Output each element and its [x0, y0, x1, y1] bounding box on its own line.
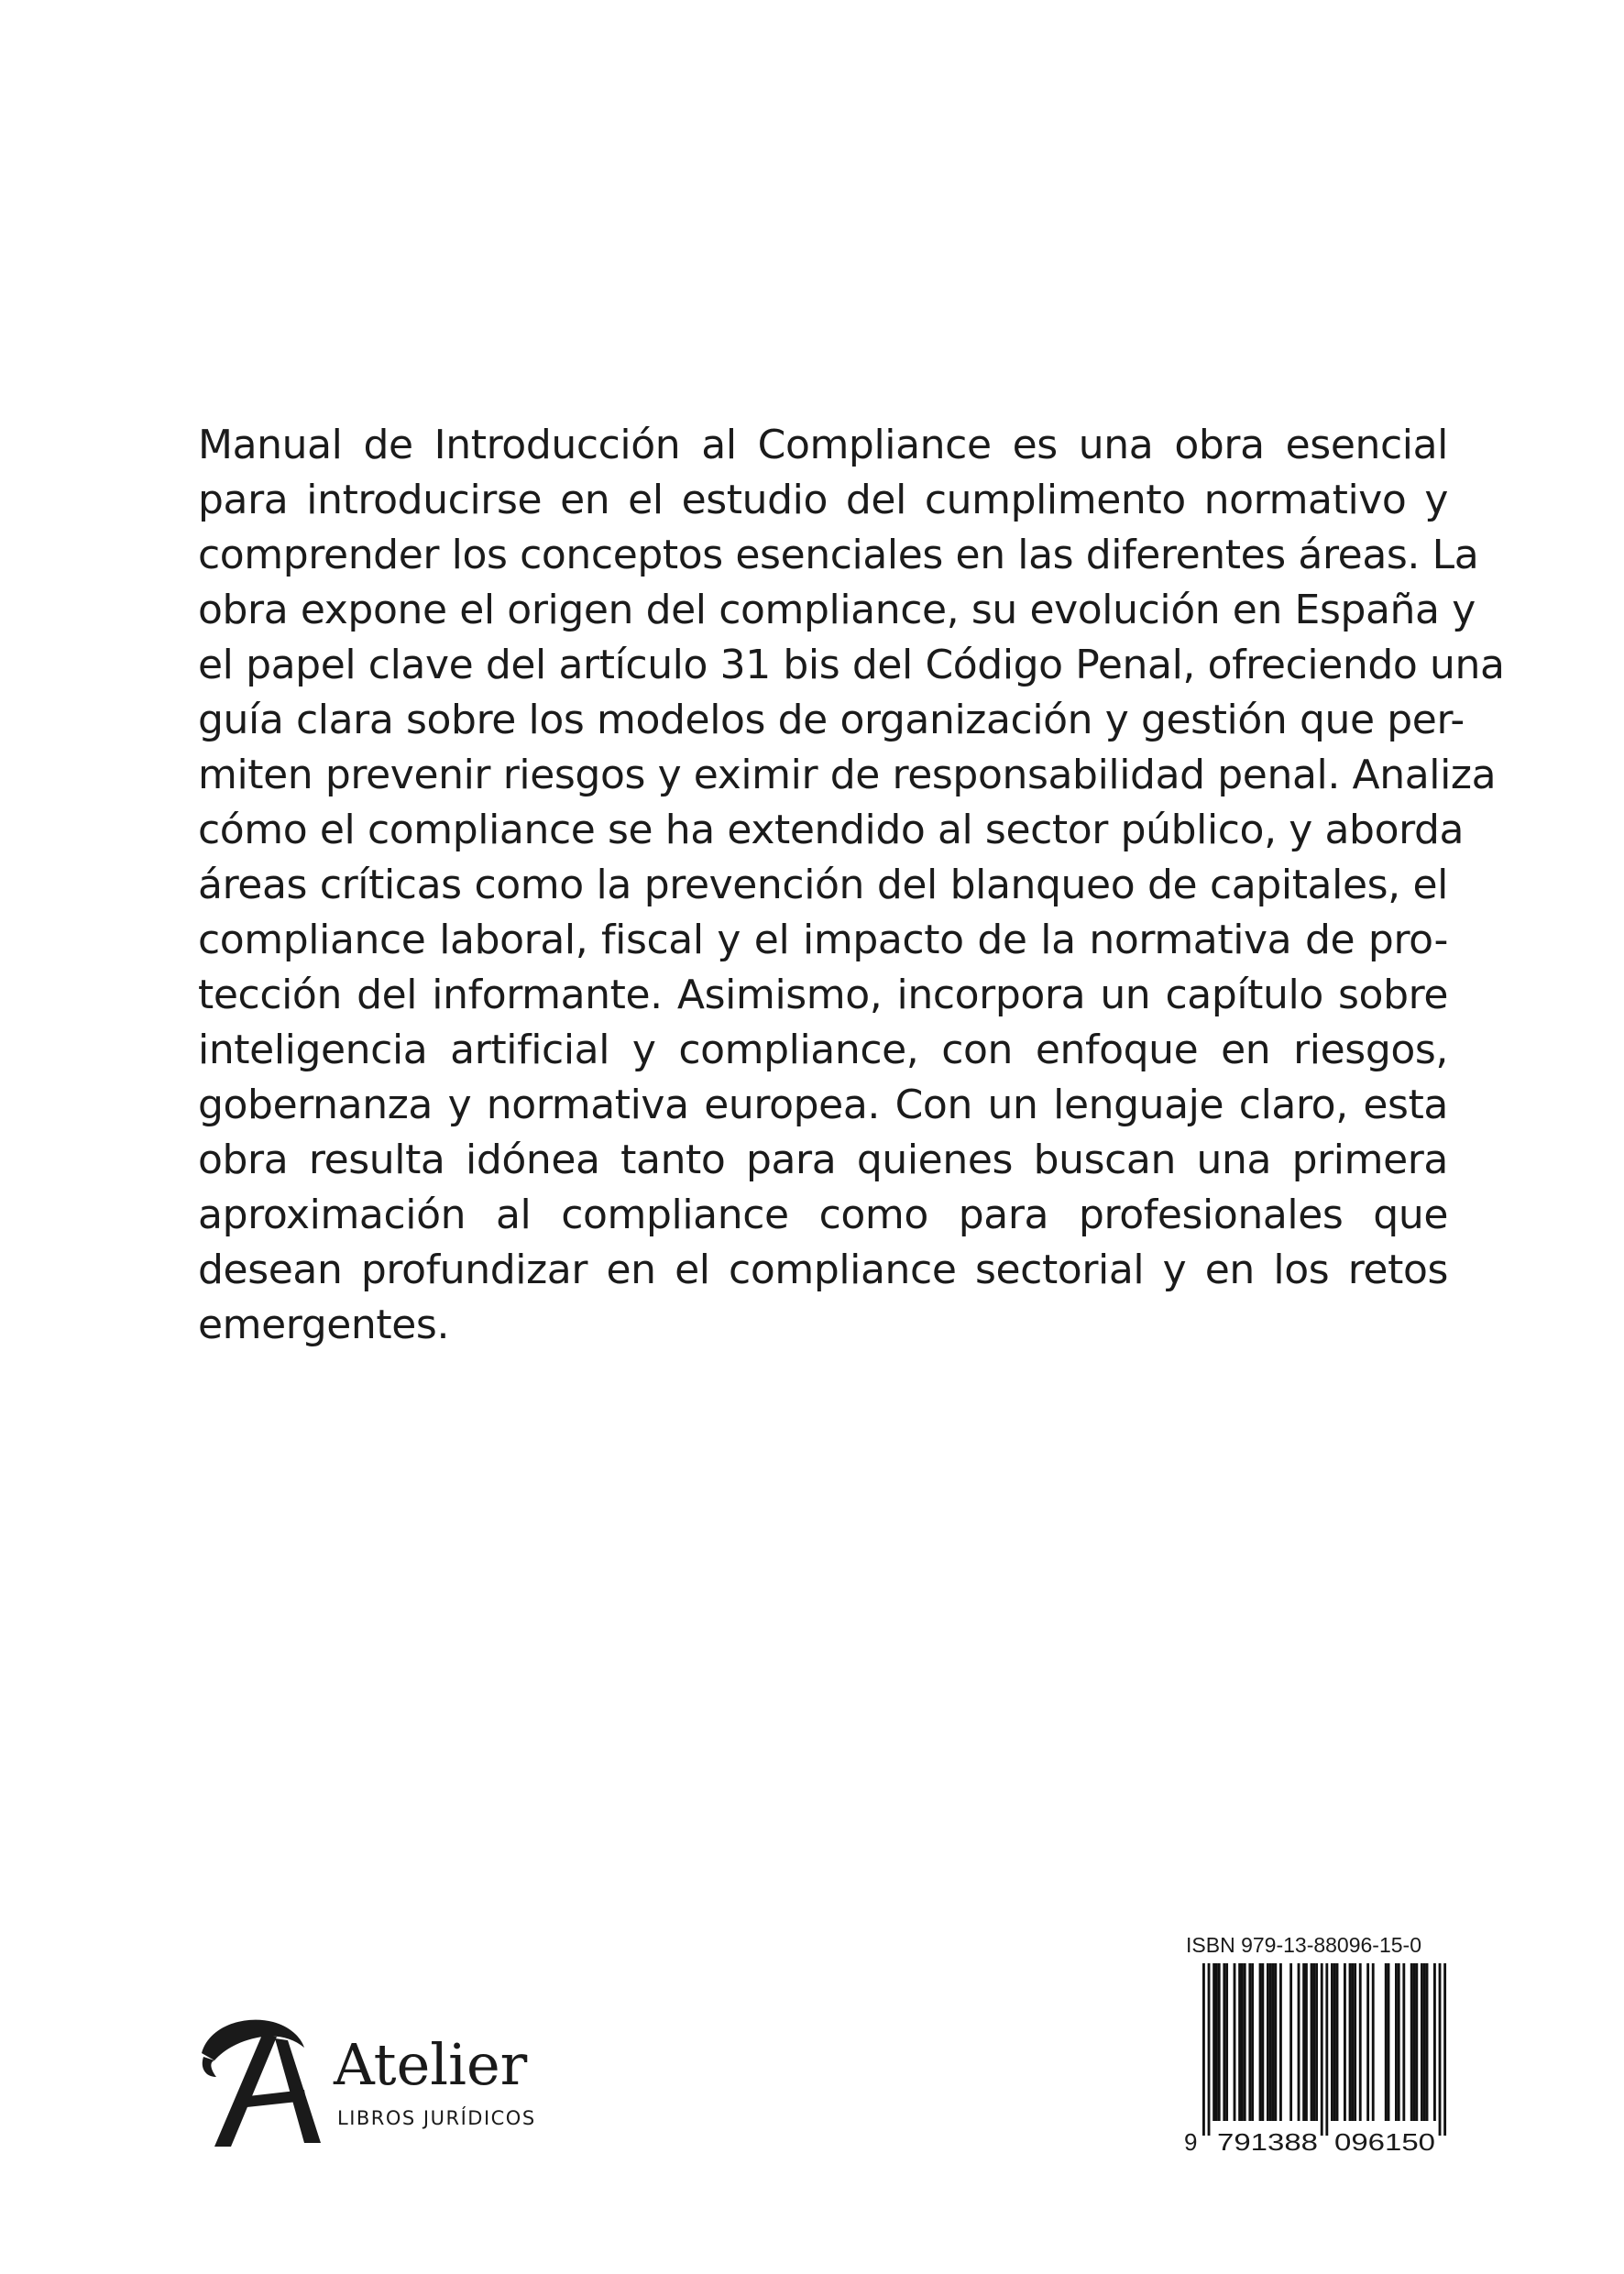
blurb-line: el papel clave del artículo 31 bis del Código Penal, ofreciendo una — [198, 642, 1505, 688]
publisher-name: Atelier — [334, 2031, 528, 2098]
blurb-line: compliance laboral, fiscal y el impacto de la normativa de pro- — [198, 917, 1448, 963]
blurb-line: obra resulta idónea tanto para quienes buscan una primera — [198, 1137, 1448, 1183]
barcode-bar — [1351, 1963, 1354, 2121]
barcode-bar — [1398, 1963, 1400, 2121]
barcode-bar — [1223, 1963, 1225, 2121]
barcode-bar — [1344, 1963, 1346, 2121]
barcode-bar — [1336, 1963, 1339, 2121]
barcode-digits-left: 791388 — [1217, 2128, 1318, 2156]
barcode-bar — [1321, 1963, 1323, 2136]
barcode-bar — [1312, 1963, 1315, 2121]
barcode-bar — [1244, 1963, 1246, 2121]
blurb-line: emergentes. — [198, 1302, 450, 1348]
barcode-bar — [1325, 1963, 1328, 2136]
blurb-line: áreas críticas como la prevención del blanqueo de capitales, el — [198, 862, 1448, 908]
barcode-bar — [1267, 1963, 1269, 2121]
barcode-bar — [1423, 1963, 1426, 2121]
barcode-bar — [1298, 1963, 1300, 2121]
barcode-bar — [1443, 1963, 1446, 2136]
barcode-digits-right: 096150 — [1334, 2128, 1435, 2156]
barcode-bar — [1426, 1963, 1429, 2121]
barcode-bar — [1215, 1963, 1218, 2121]
barcode-bar — [1213, 1963, 1215, 2121]
blurb-line: desean profundizar en el compliance sectorial y en los retos — [198, 1247, 1448, 1293]
blurb-line: inteligencia artificial y compliance, con enfoque en riesgos, — [198, 1027, 1448, 1073]
barcode-bar — [1269, 1963, 1272, 2121]
blurb-line: gobernanza y normativa europea. Con un lenguaje claro, esta — [198, 1082, 1448, 1128]
barcode-bar — [1251, 1963, 1254, 2121]
barcode-bar — [1238, 1963, 1241, 2121]
barcode-bar — [1241, 1963, 1244, 2121]
barcode-bar — [1354, 1963, 1356, 2121]
barcode-bar — [1366, 1963, 1369, 2121]
barcode-bar — [1234, 1963, 1236, 2121]
barcode-bar-group — [1202, 1963, 1446, 2136]
blurb-line: obra expone el origen del compliance, su evolución en España y — [198, 587, 1476, 633]
barcode-bar — [1372, 1963, 1375, 2121]
barcode-bar — [1421, 1963, 1423, 2121]
barcode-bar — [1410, 1963, 1413, 2121]
blurb-line: guía clara sobre los modelos de organización y gestión que per- — [198, 697, 1465, 743]
blurb-line: comprender los conceptos esenciales en las diferentes áreas. La — [198, 532, 1479, 578]
barcode-bar — [1259, 1963, 1262, 2121]
barcode-bar — [1302, 1963, 1305, 2121]
barcode-bar — [1311, 1963, 1313, 2121]
barcode-bar — [1315, 1963, 1318, 2121]
blurb-line: tección del informante. Asimismo, incorpora un capítulo sobre — [198, 972, 1448, 1018]
publisher-subtitle: LIBROS JURÍDICOS — [337, 2107, 536, 2129]
back-cover-blurb — [198, 418, 1505, 1353]
barcode-bar — [1388, 1963, 1390, 2121]
blurb-line: para introducirse en el estudio del cumplimento normativo y — [198, 477, 1448, 523]
isbn-label: ISBN 979-13-88096-15-0 — [1186, 1933, 1421, 1957]
barcode-bar — [1359, 1963, 1362, 2121]
barcode-bar — [1349, 1963, 1352, 2121]
blurb-line: miten prevenir riesgos y eximir de responsabilidad penal. Analiza — [198, 752, 1497, 798]
barcode-bar — [1218, 1963, 1221, 2121]
barcode-bars — [1184, 1963, 1450, 2156]
barcode-bar — [1395, 1963, 1398, 2121]
barcode-bar — [1413, 1963, 1416, 2121]
barcode-bar — [1385, 1963, 1388, 2121]
blurb-line: Manual de Introducción al Compliance es una obra esencial — [198, 422, 1448, 468]
barcode-bar — [1439, 1963, 1442, 2136]
barcode-bar — [1402, 1963, 1405, 2121]
isbn-barcode — [1184, 1932, 1450, 2156]
barcode-bar — [1289, 1963, 1292, 2121]
barcode-bar — [1225, 1963, 1228, 2121]
barcode-bar — [1208, 1963, 1211, 2136]
barcode-bar — [1274, 1963, 1277, 2121]
barcode-bar — [1305, 1963, 1308, 2121]
barcode-bar — [1333, 1963, 1336, 2121]
blurb-line: aproximación al compliance como para profesionales que — [198, 1192, 1448, 1238]
barcode-bar — [1248, 1963, 1251, 2121]
barcode-bar — [1331, 1963, 1333, 2121]
barcode-bar — [1433, 1963, 1436, 2121]
barcode-bar — [1415, 1963, 1418, 2121]
barcode-bar — [1261, 1963, 1264, 2121]
blurb-line: cómo el compliance se ha extendido al sector público, y aborda — [198, 807, 1465, 853]
barcode-bar — [1279, 1963, 1282, 2121]
publisher-logo — [198, 2013, 546, 2150]
barcode-digit-first: 9 — [1184, 2128, 1198, 2156]
atelier-a-monogram-icon — [198, 2013, 324, 2148]
barcode-bar — [1202, 1963, 1205, 2136]
barcode-bar — [1272, 1963, 1275, 2121]
